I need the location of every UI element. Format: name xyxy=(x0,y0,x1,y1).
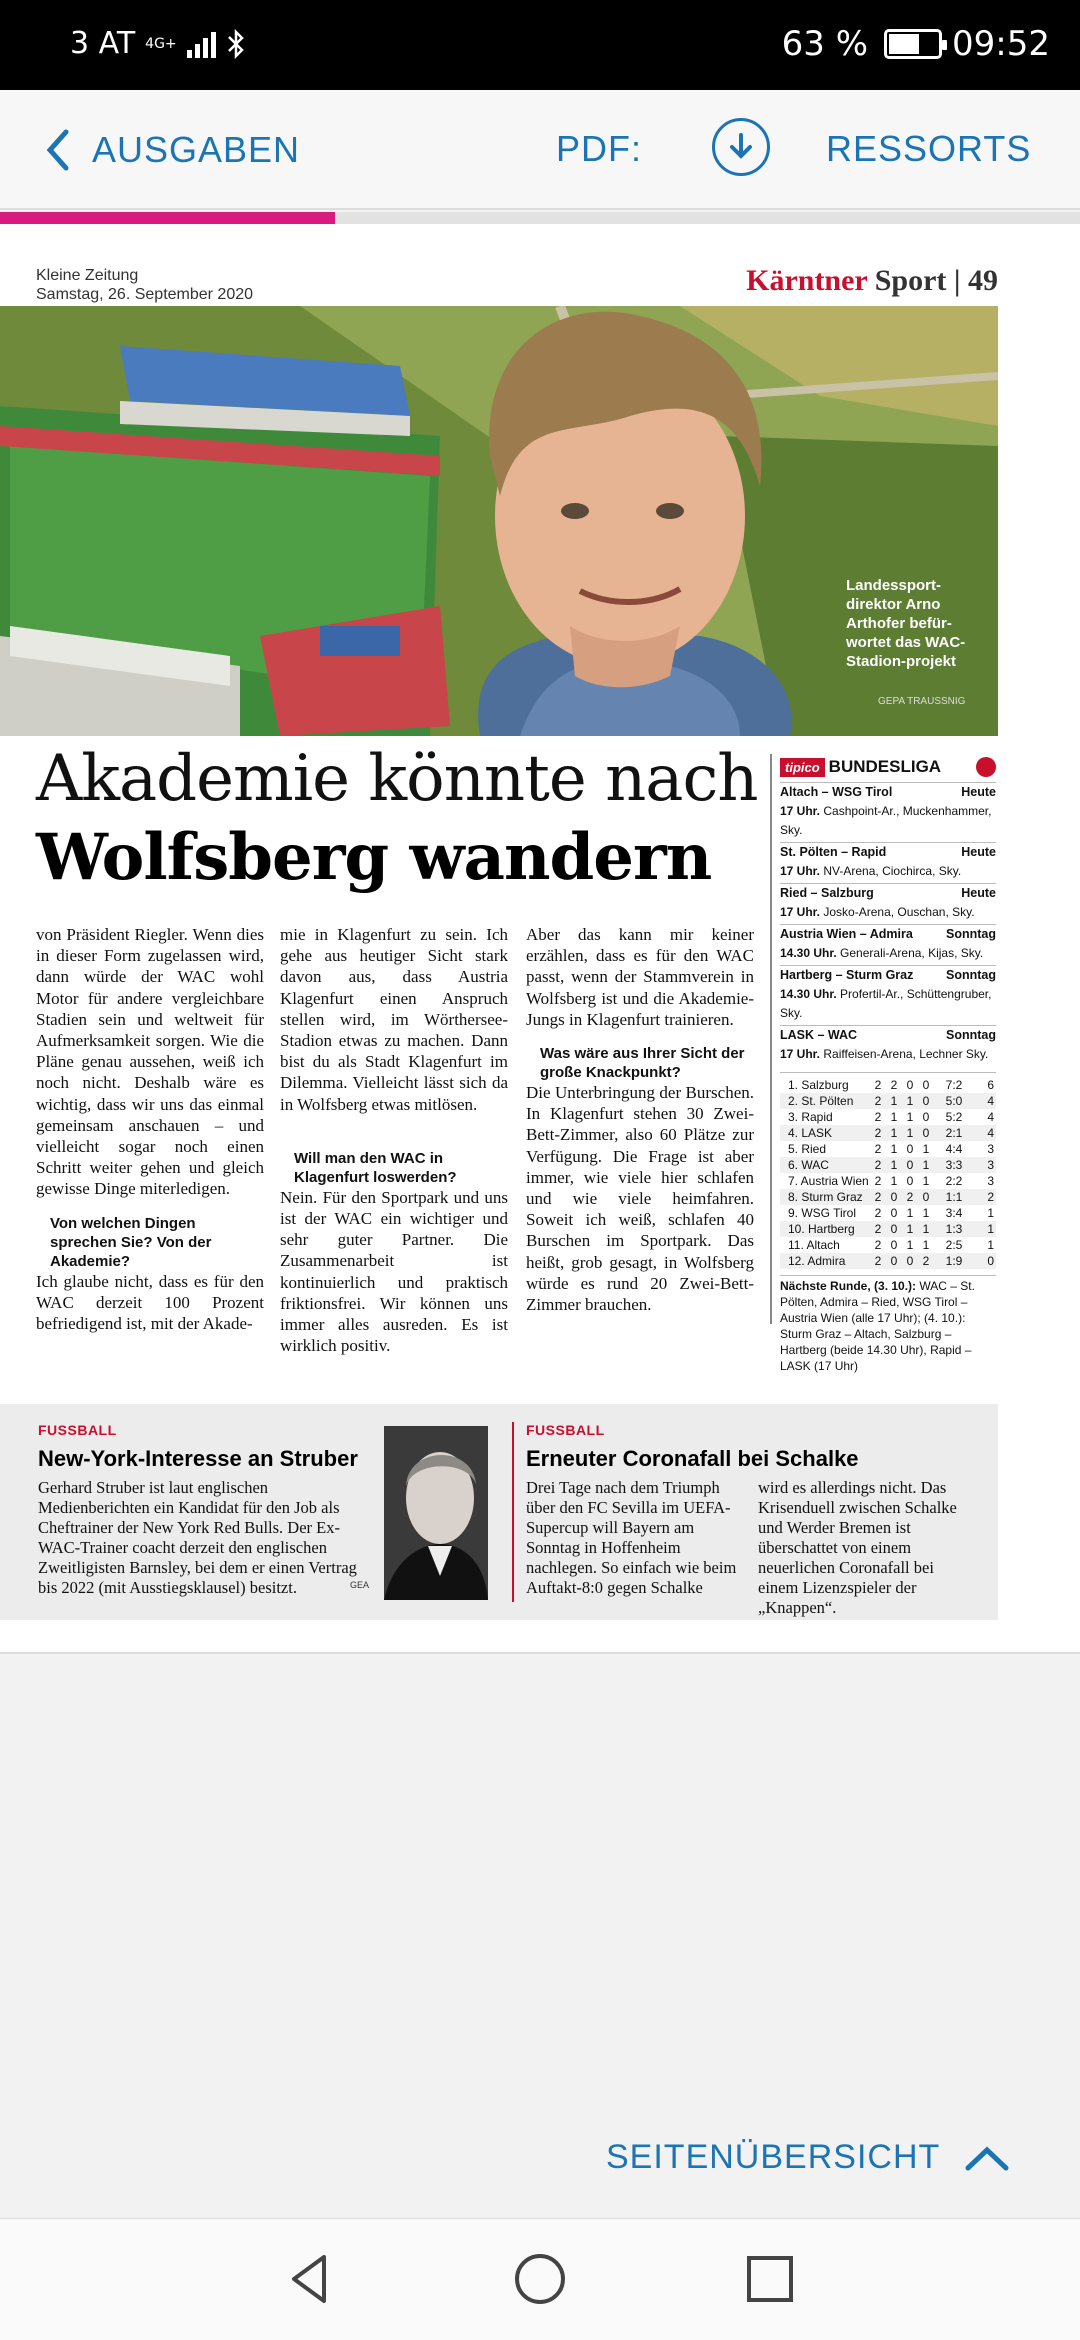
masthead-left xyxy=(36,266,253,304)
table-row xyxy=(780,1125,996,1141)
table-points: 3 xyxy=(987,1142,994,1156)
table-losses: 2 xyxy=(922,1254,930,1268)
table-wins: 1 xyxy=(890,1126,898,1140)
table-goals: 5:2 xyxy=(945,1110,963,1124)
publication-name: Kleine Zeitung xyxy=(36,267,139,284)
table-points: 1 xyxy=(987,1238,994,1252)
pdf-label: PDF: xyxy=(556,128,643,169)
chevron-up-icon xyxy=(964,2144,1010,2172)
battery-percent: 63 % xyxy=(781,24,869,64)
fixtures-list xyxy=(780,782,996,1064)
table-goals: 1:1 xyxy=(945,1190,963,1204)
table-wins: 2 xyxy=(890,1078,898,1092)
table-losses: 1 xyxy=(922,1222,930,1236)
interview-question: Will man den WAC in Klagenfurt loswerden? xyxy=(294,1149,457,1186)
table-losses: 0 xyxy=(922,1126,930,1140)
clock: 09:52 xyxy=(952,24,1050,64)
table-row xyxy=(780,1109,996,1125)
fixture-pairing: Ried – Salzburg xyxy=(780,886,874,900)
table-losses: 0 xyxy=(922,1078,930,1092)
fixture-item xyxy=(780,965,996,1023)
table-row xyxy=(780,1205,996,1221)
page-overview-label: SEITENÜBERSICHT xyxy=(606,2138,941,2176)
table-played: 2 xyxy=(874,1174,882,1188)
bundesliga-box xyxy=(780,754,996,1374)
table-wins: 1 xyxy=(890,1142,898,1156)
table-draws: 1 xyxy=(906,1126,914,1140)
table-team: 12. Admira xyxy=(788,1254,846,1268)
fixture-time: 17 Uhr. xyxy=(780,864,821,878)
teaser-divider xyxy=(512,1422,514,1602)
table-row xyxy=(780,1237,996,1253)
fixture-pairing: St. Pölten – Rapid xyxy=(780,845,887,859)
fixture-venue: NV-Arena, Ciochirca, Sky. xyxy=(823,864,962,878)
back-label: AUSGABEN xyxy=(92,129,301,170)
download-pdf-button[interactable] xyxy=(712,118,770,176)
table-draws: 1 xyxy=(906,1110,914,1124)
table-losses: 0 xyxy=(922,1190,930,1204)
status-bar xyxy=(0,0,1080,90)
section-region: Kärntner xyxy=(746,264,868,297)
table-wins: 1 xyxy=(890,1158,898,1172)
table-wins: 0 xyxy=(890,1238,898,1252)
teaser-title: New-York-Interesse an Struber xyxy=(38,1446,358,1471)
table-draws: 0 xyxy=(906,1158,914,1172)
fixture-pairing: Hartberg – Sturm Graz xyxy=(780,968,914,982)
next-round-text: WAC – St. Pölten, Admira – Ried, WSG Tirol – Austria Wien (alle 17 Uhr); (4. 10.): Sturm Graz – Altach, Salzburg – Hartberg (beide 14.30 Uhr), Rapid – LASK (17 Uhr) xyxy=(780,1279,975,1373)
table-row xyxy=(780,1173,996,1189)
fixture-venue: Raiffeisen-Arena, Lechner Sky. xyxy=(823,1047,989,1061)
teaser-strip xyxy=(0,1404,998,1620)
fixture-pairing: Austria Wien – Admira xyxy=(780,927,913,941)
fixture-day: Heute xyxy=(961,785,996,799)
article-column-1 xyxy=(36,924,264,1334)
fixture-info xyxy=(780,985,996,1023)
table-wins: 0 xyxy=(890,1254,898,1268)
table-wins: 1 xyxy=(890,1110,898,1124)
table-team: 5. Ried xyxy=(788,1142,827,1156)
recents-square-icon[interactable] xyxy=(740,2249,800,2309)
teaser-title: Erneuter Coronafall bei Schalke xyxy=(526,1446,859,1471)
table-losses: 1 xyxy=(922,1142,930,1156)
table-team: 4. LASK xyxy=(788,1126,833,1140)
teaser-kicker: FUSSBALL xyxy=(38,1422,117,1438)
table-wins: 1 xyxy=(890,1174,898,1188)
system-nav-bar xyxy=(0,2218,1080,2340)
fixture-item xyxy=(780,924,996,963)
fixture-info xyxy=(780,1045,996,1064)
table-goals: 5:0 xyxy=(945,1094,963,1108)
back-triangle-icon[interactable] xyxy=(280,2249,340,2309)
fixture-item xyxy=(780,782,996,840)
table-losses: 1 xyxy=(922,1174,930,1188)
table-points: 4 xyxy=(987,1110,994,1124)
ressorts-button[interactable]: RESSORTS xyxy=(826,128,1032,169)
article-text: Die Unterbringung der Burschen. In Klagenfurt stehen 30 Zwei-Bett-Zimmer, also 60 Plätze zur Verfügung. Die Frage ist aber immer, wie viele hier schlafen und wie viele heimfahren. Soweit ich weiß, schlafen 40 Burschen im Sportpark. Das heißt, grob gesagt, in Wolfsberg würde es rund 20 Zwei-Bett-Zimmer brauchen. xyxy=(526,1083,754,1315)
fixture-time: 17 Uhr. xyxy=(780,804,821,818)
table-row xyxy=(780,1189,996,1205)
table-wins: 1 xyxy=(890,1094,898,1108)
interview-question: Von welchen Dingen sprechen Sie? Von der Akademie? xyxy=(50,1214,212,1270)
table-points: 0 xyxy=(987,1254,994,1268)
teaser-text: Gerhard Struber ist laut englischen Medienberichten ein Kandidat für den Job als Cheftrainer der New York Red Bulls. Der Ex-WAC-Trainer coacht derzeit den englischen Zweitligisten Barnsley, bei dem er einen Vertrag bis 2022 (mit Ausstiegsklausel) besitzt. xyxy=(38,1478,357,1597)
table-draws: 1 xyxy=(906,1222,914,1236)
table-draws: 0 xyxy=(906,1142,914,1156)
table-losses: 0 xyxy=(922,1094,930,1108)
article-text: Ich glaube nicht, dass es für den WAC derzeit 100 Prozent befriedigend ist, mit der Akade- xyxy=(36,1271,264,1334)
article-text: mie in Klagenfurt zu sein. Ich gehe aus heutiger Sicht stark davon aus, dass Austria Klagenfurt einen Anspruch stellen wird, im Wörthersee-Stadion etwas zu machen. Dann bist du als Stadt Klagenfurt im Dilemma. Vielleicht lässt sich da in Wolfsberg etwas mitlösen. xyxy=(280,925,508,1114)
column-divider xyxy=(770,754,772,1324)
article-text: Aber das kann mir keiner erzählen, dass es für den WAC passt, wenn der Stammverein in Wolfsberg ist und die Akademie-Jungs in Klagenfurt trainieren. xyxy=(526,925,754,1029)
table-team: 11. Altach xyxy=(788,1238,840,1252)
battery-icon xyxy=(884,29,942,59)
reading-progress xyxy=(0,212,1080,224)
article-text: von Präsident Riegler. Wenn dies in dieser Form zugelassen wird, dann würde der WAC wohl Motor für andere vergleichbare Stadien sein und weltweit für Aufmerksamkeit sorgen. Wie die Pläne genau aussehen, weiß ich noch nicht. Deshalb wäre es wichtig, dass wir uns das einmal gemeinsam anschauen – und vielleicht sogar noch einen Schritt weiter gehen und gleich gewisse Dinge miterledigen. xyxy=(36,925,264,1199)
fixture-venue: Generali-Arena, Kijas, Sky. xyxy=(840,946,984,960)
teaser-credit: GEA xyxy=(350,1580,370,1590)
status-right xyxy=(782,24,1050,64)
teaser-kicker: FUSSBALL xyxy=(526,1422,605,1438)
table-team: 10. Hartberg xyxy=(788,1222,855,1236)
fixture-teams xyxy=(780,783,996,802)
headline-line-1: Akademie könnte nach xyxy=(36,742,758,816)
teaser-text: wird es allerdings nicht. Das Krisenduell zwischen Schalke und Werder Bremen ist überschattet von einem neuerlichen Coronafall bei einem Lizenzspieler der „Knappen“. xyxy=(758,1478,957,1617)
fixture-venue: Josko-Arena, Ouschan, Sky. xyxy=(823,905,975,919)
next-round xyxy=(780,1275,996,1374)
fixture-teams xyxy=(780,843,996,862)
table-played: 2 xyxy=(874,1206,882,1220)
fixture-info xyxy=(780,944,996,963)
table-team: 1. Salzburg xyxy=(788,1078,849,1092)
photo-credit: GEPA TRAUSSNIG xyxy=(878,696,966,707)
home-circle-icon[interactable] xyxy=(510,2249,570,2309)
table-points: 1 xyxy=(987,1222,994,1236)
fixture-day: Heute xyxy=(961,886,996,900)
struber-photo xyxy=(384,1426,488,1600)
table-team: 8. Sturm Graz xyxy=(788,1190,863,1204)
fixture-day: Sonntag xyxy=(946,968,996,982)
table-draws: 2 xyxy=(906,1190,914,1204)
fixture-time: 17 Uhr. xyxy=(780,905,821,919)
table-team: 9. WSG Tirol xyxy=(788,1206,857,1220)
table-played: 2 xyxy=(874,1222,882,1236)
table-played: 2 xyxy=(874,1142,882,1156)
fixture-info xyxy=(780,862,996,881)
teaser-text: Drei Tage nach dem Triumph über den FC Sevilla im UEFA-Supercup will Bayern am Sonntag in Hoffenheim nachlegen. So einfach wie beim Auftakt-8:0 gegen Schalke xyxy=(526,1478,737,1597)
table-goals: 2:2 xyxy=(945,1174,963,1188)
article-column-2 xyxy=(280,924,508,1356)
bundesliga-logo xyxy=(780,754,996,780)
table-team: 6. WAC xyxy=(788,1158,829,1172)
table-goals: 1:9 xyxy=(945,1254,963,1268)
bluetooth-icon xyxy=(226,29,246,59)
table-team: 2. St. Pölten xyxy=(788,1094,854,1108)
table-points: 2 xyxy=(987,1190,994,1204)
table-points: 3 xyxy=(987,1158,994,1172)
fixture-teams xyxy=(780,884,996,903)
table-goals: 2:1 xyxy=(945,1126,963,1140)
portrait-image xyxy=(384,1426,488,1600)
fixture-teams xyxy=(780,966,996,985)
table-points: 4 xyxy=(987,1094,994,1108)
table-row xyxy=(780,1141,996,1157)
league-ball-icon xyxy=(976,757,996,777)
fixture-day: Sonntag xyxy=(946,1028,996,1042)
fixture-teams xyxy=(780,1026,996,1045)
table-losses: 0 xyxy=(922,1110,930,1124)
next-round-label: Nächste Runde, (3. 10.): xyxy=(780,1279,917,1293)
table-wins: 0 xyxy=(890,1190,898,1204)
table-wins: 0 xyxy=(890,1222,898,1236)
table-losses: 1 xyxy=(922,1238,930,1252)
table-goals: 2:5 xyxy=(945,1238,963,1252)
fixture-info xyxy=(780,802,996,840)
status-left xyxy=(70,26,246,61)
fixture-teams xyxy=(780,925,996,944)
fixture-venue: Cashpoint-Ar., Muckenhammer, Sky. xyxy=(780,804,992,837)
chevron-left-icon xyxy=(44,128,70,172)
photo-caption: Landessport-direktor Arno Arthofer befür-wortet das WAC-Stadion-projekt xyxy=(846,577,966,670)
table-wins: 0 xyxy=(890,1206,898,1220)
table-points: 1 xyxy=(987,1206,994,1220)
table-goals: 4:4 xyxy=(945,1142,963,1156)
article-text: Nein. Für den Sportpark und uns ist der WAC ein wichtiger und sehr guter Partner. Die Zusammenarbeit ist kontinuierlich und praktisch friktionsfrei. Wir können uns immer alles ausreden. Es ist wirklich positiv. xyxy=(280,1187,508,1356)
table-played: 2 xyxy=(874,1238,882,1252)
fixture-pairing: Altach – WSG Tirol xyxy=(780,785,893,799)
table-draws: 1 xyxy=(906,1206,914,1220)
table-points: 3 xyxy=(987,1174,994,1188)
table-points: 4 xyxy=(987,1126,994,1140)
table-played: 2 xyxy=(874,1158,882,1172)
table-draws: 0 xyxy=(906,1078,914,1092)
table-row xyxy=(780,1221,996,1237)
sponsor-logo: tipico xyxy=(780,758,825,777)
table-losses: 1 xyxy=(922,1158,930,1172)
section-page: Sport | 49 xyxy=(874,264,998,297)
publication-date: Samstag, 26. September 2020 xyxy=(36,286,254,303)
page-overview-button[interactable] xyxy=(606,2138,1010,2177)
fixture-info xyxy=(780,903,996,922)
table-goals: 3:3 xyxy=(945,1158,963,1172)
table-row xyxy=(780,1157,996,1173)
reading-progress-fill xyxy=(0,212,335,224)
league-table xyxy=(780,1072,996,1269)
fixture-time: 14.30 Uhr. xyxy=(780,946,837,960)
table-played: 2 xyxy=(874,1110,882,1124)
fixture-item xyxy=(780,842,996,881)
table-played: 2 xyxy=(874,1094,882,1108)
fixture-item xyxy=(780,883,996,922)
table-row xyxy=(780,1253,996,1269)
app-bar xyxy=(0,90,1080,210)
table-goals: 7:2 xyxy=(945,1078,963,1092)
table-team: 3. Rapid xyxy=(788,1110,833,1124)
table-played: 2 xyxy=(874,1126,882,1140)
table-draws: 1 xyxy=(906,1238,914,1252)
table-row xyxy=(780,1093,996,1109)
stadium-portrait-image xyxy=(0,306,998,736)
table-team: 7. Austria Wien xyxy=(788,1174,869,1188)
table-losses: 1 xyxy=(922,1206,930,1220)
table-draws: 0 xyxy=(906,1174,914,1188)
fixture-day: Heute xyxy=(961,845,996,859)
table-goals: 3:4 xyxy=(945,1206,963,1220)
back-button[interactable] xyxy=(44,128,300,172)
league-title: BUNDESLIGA xyxy=(828,757,942,776)
article-column-3 xyxy=(526,924,754,1315)
fixture-venue: Profertil-Ar., Schüttengruber, Sky. xyxy=(780,987,992,1020)
interview-question: Was wäre aus Ihrer Sicht der große Knackpunkt? xyxy=(540,1045,745,1082)
signal-icon xyxy=(187,30,216,58)
headline-line-2: Wolfsberg wandern xyxy=(36,820,712,895)
section-header xyxy=(746,264,998,298)
fixture-time: 17 Uhr. xyxy=(780,1047,821,1061)
table-played: 2 xyxy=(874,1190,882,1204)
newspaper-page[interactable] xyxy=(0,224,1080,1654)
table-row xyxy=(780,1077,996,1093)
table-goals: 1:3 xyxy=(945,1222,963,1236)
fixture-pairing: LASK – WAC xyxy=(780,1028,858,1042)
table-played: 2 xyxy=(874,1078,882,1092)
table-played: 2 xyxy=(874,1254,882,1268)
table-draws: 1 xyxy=(906,1094,914,1108)
lead-photo xyxy=(0,306,998,736)
carrier-label: 3 AT xyxy=(70,26,136,61)
table-draws: 0 xyxy=(906,1254,914,1268)
download-icon xyxy=(725,131,757,163)
fixture-time: 14.30 Uhr. xyxy=(780,987,837,1001)
fixture-day: Sonntag xyxy=(946,927,996,941)
paper-content xyxy=(0,254,1000,1617)
fixture-item xyxy=(780,1025,996,1064)
network-type: 4G+ xyxy=(145,35,177,52)
table-points: 6 xyxy=(987,1078,994,1092)
